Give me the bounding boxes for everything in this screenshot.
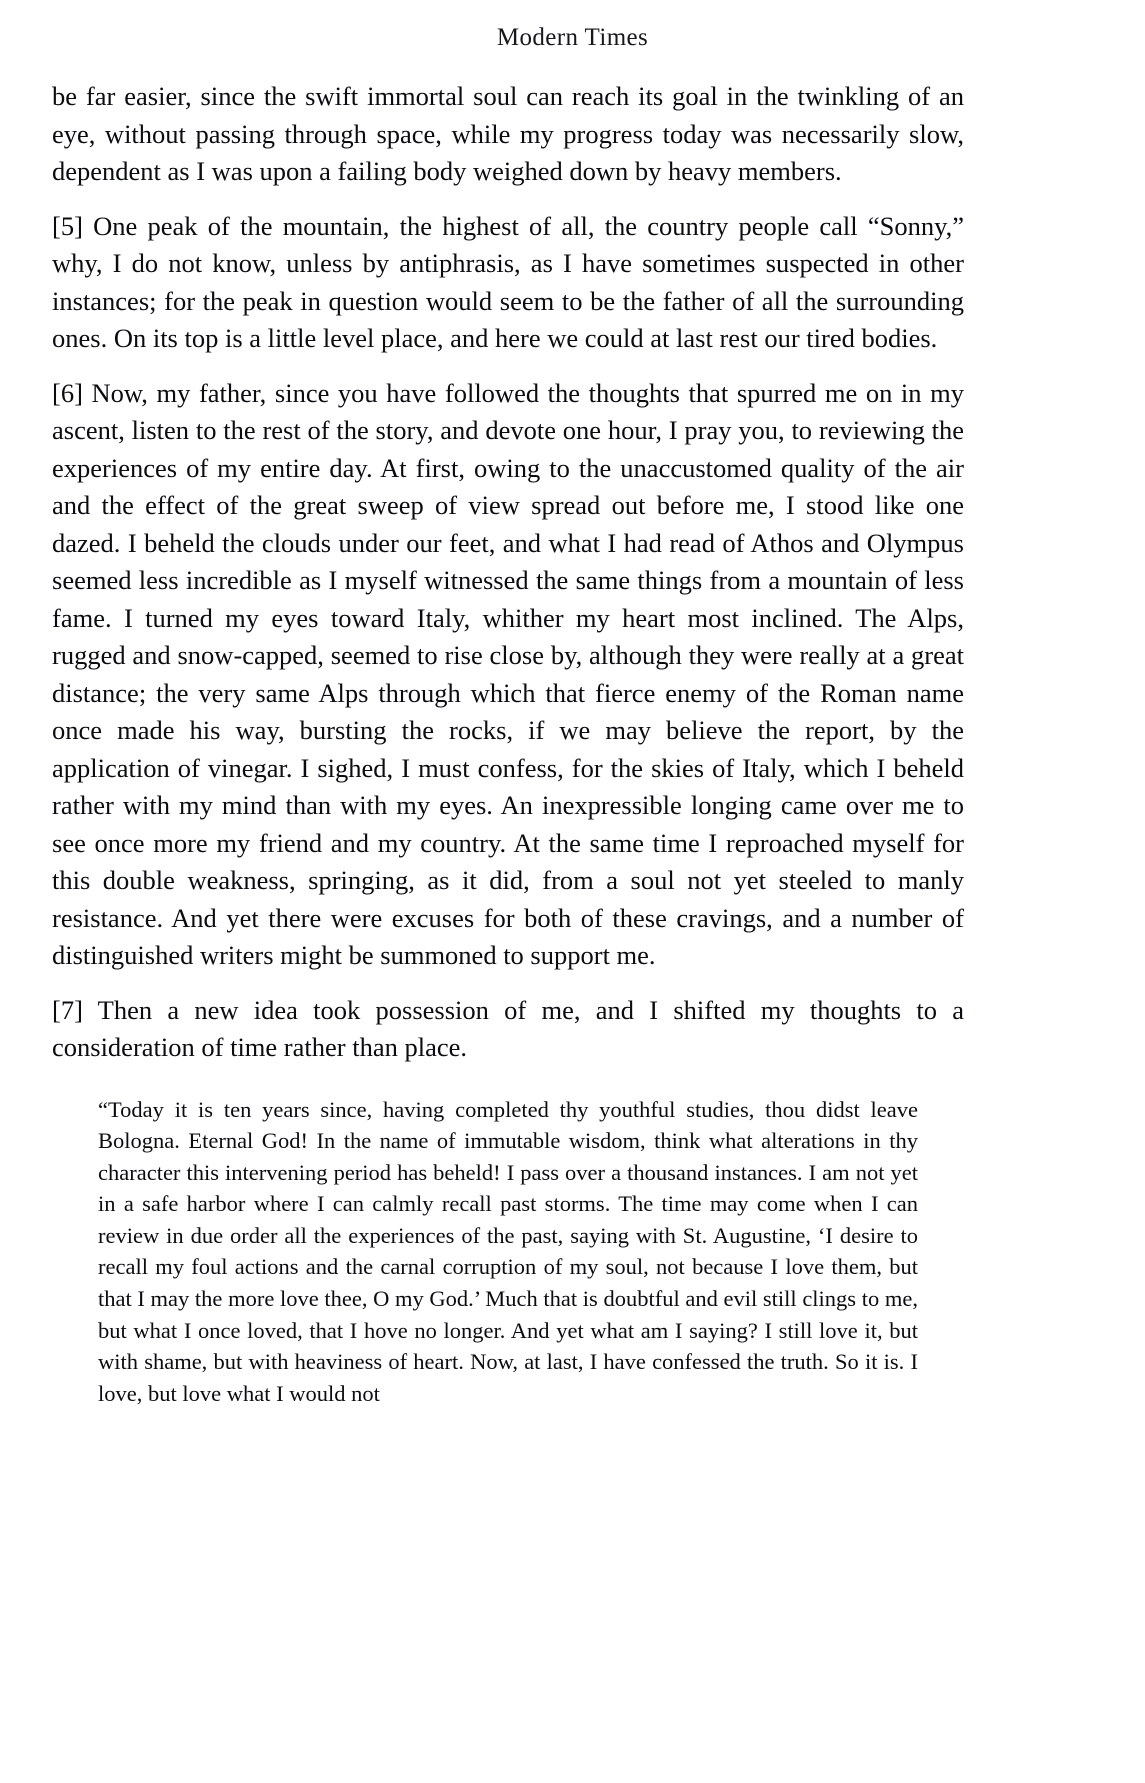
paragraph-5: [5] One peak of the mountain, the highest of all, the country people call “Sonny,” why, I do not know, unless by antiphrasis, as I have sometimes suspected in other instances; for the peak in question would seem to be the father of all the surrounding ones. On its top is a little level place, and here we could at last rest our tired bodies. [52, 210, 964, 353]
page-body [52, 78, 964, 1409]
paragraph-7: [7] Then a new idea took possession of me, and I shifted my thoughts to a consideration of time rather than place. [52, 994, 964, 1062]
blockquote [52, 1094, 918, 1410]
paragraph-continued: be far easier, since the swift immortal soul can reach its goal in the twinkling of an eye, without passing through space, while my progress today was necessarily slow, dependent as I was upon a failing body weighed down by heavy members. [52, 81, 964, 186]
running-head: Modern Times [496, 24, 649, 51]
paragraph-6: [6] Now, my father, since you have followed the thoughts that spurred me on in my ascent, listen to the rest of the story, and devote one hour, I pray you, to reviewing the experiences of my entire day. At first, owing to the unaccustomed quality of the air and the effect of the great sweep of view spread out before me, I stood like one dazed. I beheld the clouds under our feet, and what I had read of Athos and Olympus seemed less incredible as I myself witnessed the same things from a mountain of less fame. I turned my eyes toward Italy, whither my heart most inclined. The Alps, rugged and snow-capped, seemed to rise close by, although they were really at a great distance; the very same Alps through which that fierce enemy of the Roman name once made his way, bursting the rocks, if we may believe the report, by the application of vinegar. I sighed, I must confess, for the skies of Italy, which I beheld rather with my mind than with my eyes. An inexpressible longing came over me to see once more my friend and my country. At the same time I reproached myself for this double weakness, springing, as it did, from a soul not yet steeled to manly resistance. And yet there were excuses for both of these cravings, and a number of distinguished writers might be summoned to support me. [52, 377, 964, 970]
blockquote-text: “Today it is ten years since, having completed thy youthful studies, thou didst leave Bologna. Eternal God! In the name of immutable wisdom, think what alterations in thy character this intervening period has beheld! I pass over a thousand instances. I am not yet in a safe harbor where I can calmly recall past storms. The time may come when I can review in due order all the experiences of the past, saying with St. Augustine, ‘I desire to recall my foul actions and the carnal corruption of my soul, not because I love them, but that I may the more love thee, O my God.’ Much that is doubtful and evil still clings to me, but what I once loved, that I hove no longer. And yet what am I saying? I still love it, but with shame, but with heaviness of heart. Now, at last, I have confessed the truth. So it is. I love, but love what I would not [98, 1096, 918, 1406]
